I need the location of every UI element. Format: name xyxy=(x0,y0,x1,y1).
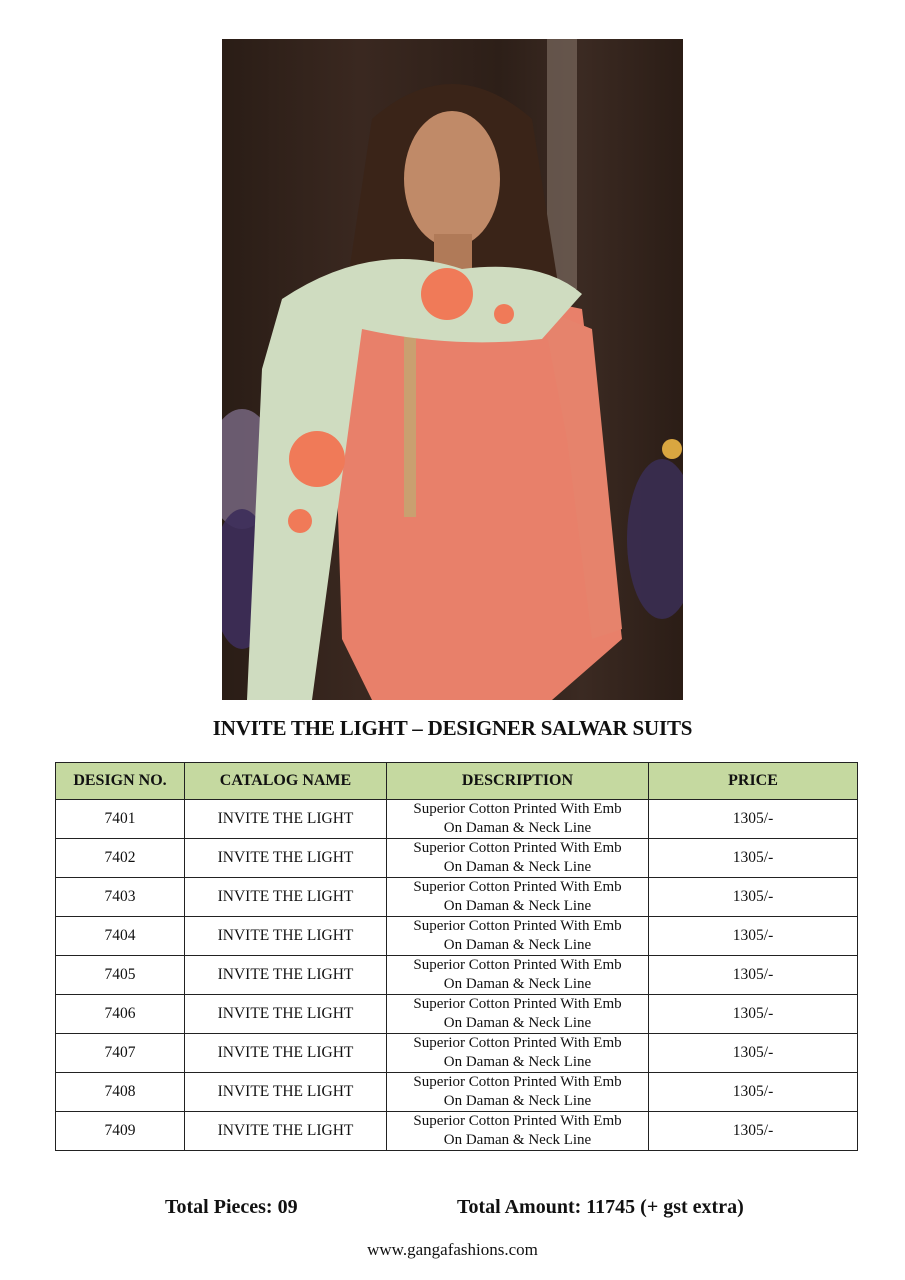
price-cell: 1305/- xyxy=(649,1073,858,1112)
description-line-2: On Daman & Neck Line xyxy=(443,859,592,875)
total-pieces: Total Pieces: 09 xyxy=(165,1196,298,1218)
description-cell xyxy=(387,917,649,956)
catalog-name-cell: INVITE THE LIGHT xyxy=(185,878,387,917)
price-cell: 1305/- xyxy=(649,839,858,878)
description-cell xyxy=(387,1034,649,1073)
description-cell xyxy=(387,1073,649,1112)
model-illustration xyxy=(222,39,683,700)
catalog-name-cell: INVITE THE LIGHT xyxy=(185,1034,387,1073)
catalog-name-cell: INVITE THE LIGHT xyxy=(185,1112,387,1151)
catalog-name-cell: INVITE THE LIGHT xyxy=(185,956,387,995)
description-line-1: Superior Cotton Printed With Emb xyxy=(413,1074,622,1090)
description-cell xyxy=(387,839,649,878)
description-line-1: Superior Cotton Printed With Emb xyxy=(413,879,622,895)
description-line-2: On Daman & Neck Line xyxy=(443,1093,592,1109)
description-cell xyxy=(387,956,649,995)
table-row xyxy=(56,1034,858,1073)
table-row xyxy=(56,1073,858,1112)
header-design-no: DESIGN NO. xyxy=(56,763,185,800)
design-no-cell: 7407 xyxy=(56,1034,185,1073)
description-line-2: On Daman & Neck Line xyxy=(443,898,592,914)
description-cell xyxy=(387,995,649,1034)
header-price: PRICE xyxy=(649,763,858,800)
table-row xyxy=(56,800,858,839)
description-line-2: On Daman & Neck Line xyxy=(443,1054,592,1070)
price-cell: 1305/- xyxy=(649,878,858,917)
description-line-2: On Daman & Neck Line xyxy=(443,976,592,992)
table-row xyxy=(56,995,858,1034)
catalog-name-cell: INVITE THE LIGHT xyxy=(185,800,387,839)
design-no-cell: 7406 xyxy=(56,995,185,1034)
price-cell: 1305/- xyxy=(649,917,858,956)
design-no-cell: 7408 xyxy=(56,1073,185,1112)
design-no-cell: 7404 xyxy=(56,917,185,956)
design-no-cell: 7402 xyxy=(56,839,185,878)
catalog-name-cell: INVITE THE LIGHT xyxy=(185,995,387,1034)
catalog-title: INVITE THE LIGHT – DESIGNER SALWAR SUITS xyxy=(212,716,693,740)
description-cell xyxy=(387,878,649,917)
table-header-row xyxy=(56,763,858,800)
table-row xyxy=(56,917,858,956)
price-cell: 1305/- xyxy=(649,1112,858,1151)
price-cell: 1305/- xyxy=(649,995,858,1034)
design-no-cell: 7405 xyxy=(56,956,185,995)
table-row xyxy=(56,956,858,995)
catalog-name-cell: INVITE THE LIGHT xyxy=(185,1073,387,1112)
catalog-name-cell: INVITE THE LIGHT xyxy=(185,917,387,956)
design-no-cell: 7409 xyxy=(56,1112,185,1151)
description-line-2: On Daman & Neck Line xyxy=(443,820,592,836)
catalog-name-cell: INVITE THE LIGHT xyxy=(185,839,387,878)
header-catalog-name: CATALOG NAME xyxy=(185,763,387,800)
table-row xyxy=(56,1112,858,1151)
description-line-1: Superior Cotton Printed With Emb xyxy=(413,1035,622,1051)
header-description: DESCRIPTION xyxy=(387,763,649,800)
website-link[interactable]: www.gangafashions.com xyxy=(367,1240,538,1259)
design-no-cell: 7403 xyxy=(56,878,185,917)
description-line-2: On Daman & Neck Line xyxy=(443,1015,592,1031)
description-line-1: Superior Cotton Printed With Emb xyxy=(413,957,622,973)
table-row xyxy=(56,878,858,917)
description-line-1: Superior Cotton Printed With Emb xyxy=(413,801,622,817)
description-line-1: Superior Cotton Printed With Emb xyxy=(413,840,622,856)
design-no-cell: 7401 xyxy=(56,800,185,839)
total-amount: Total Amount: 11745 (+ gst extra) xyxy=(457,1196,744,1218)
product-photo xyxy=(222,39,683,700)
price-cell: 1305/- xyxy=(649,800,858,839)
table-row xyxy=(56,839,858,878)
price-table xyxy=(55,762,858,1151)
price-cell: 1305/- xyxy=(649,1034,858,1073)
description-line-1: Superior Cotton Printed With Emb xyxy=(413,996,622,1012)
description-cell xyxy=(387,1112,649,1151)
description-line-1: Superior Cotton Printed With Emb xyxy=(413,1113,622,1129)
description-line-2: On Daman & Neck Line xyxy=(443,937,592,953)
description-line-2: On Daman & Neck Line xyxy=(443,1132,592,1148)
description-line-1: Superior Cotton Printed With Emb xyxy=(413,918,622,934)
price-cell: 1305/- xyxy=(649,956,858,995)
description-cell xyxy=(387,800,649,839)
